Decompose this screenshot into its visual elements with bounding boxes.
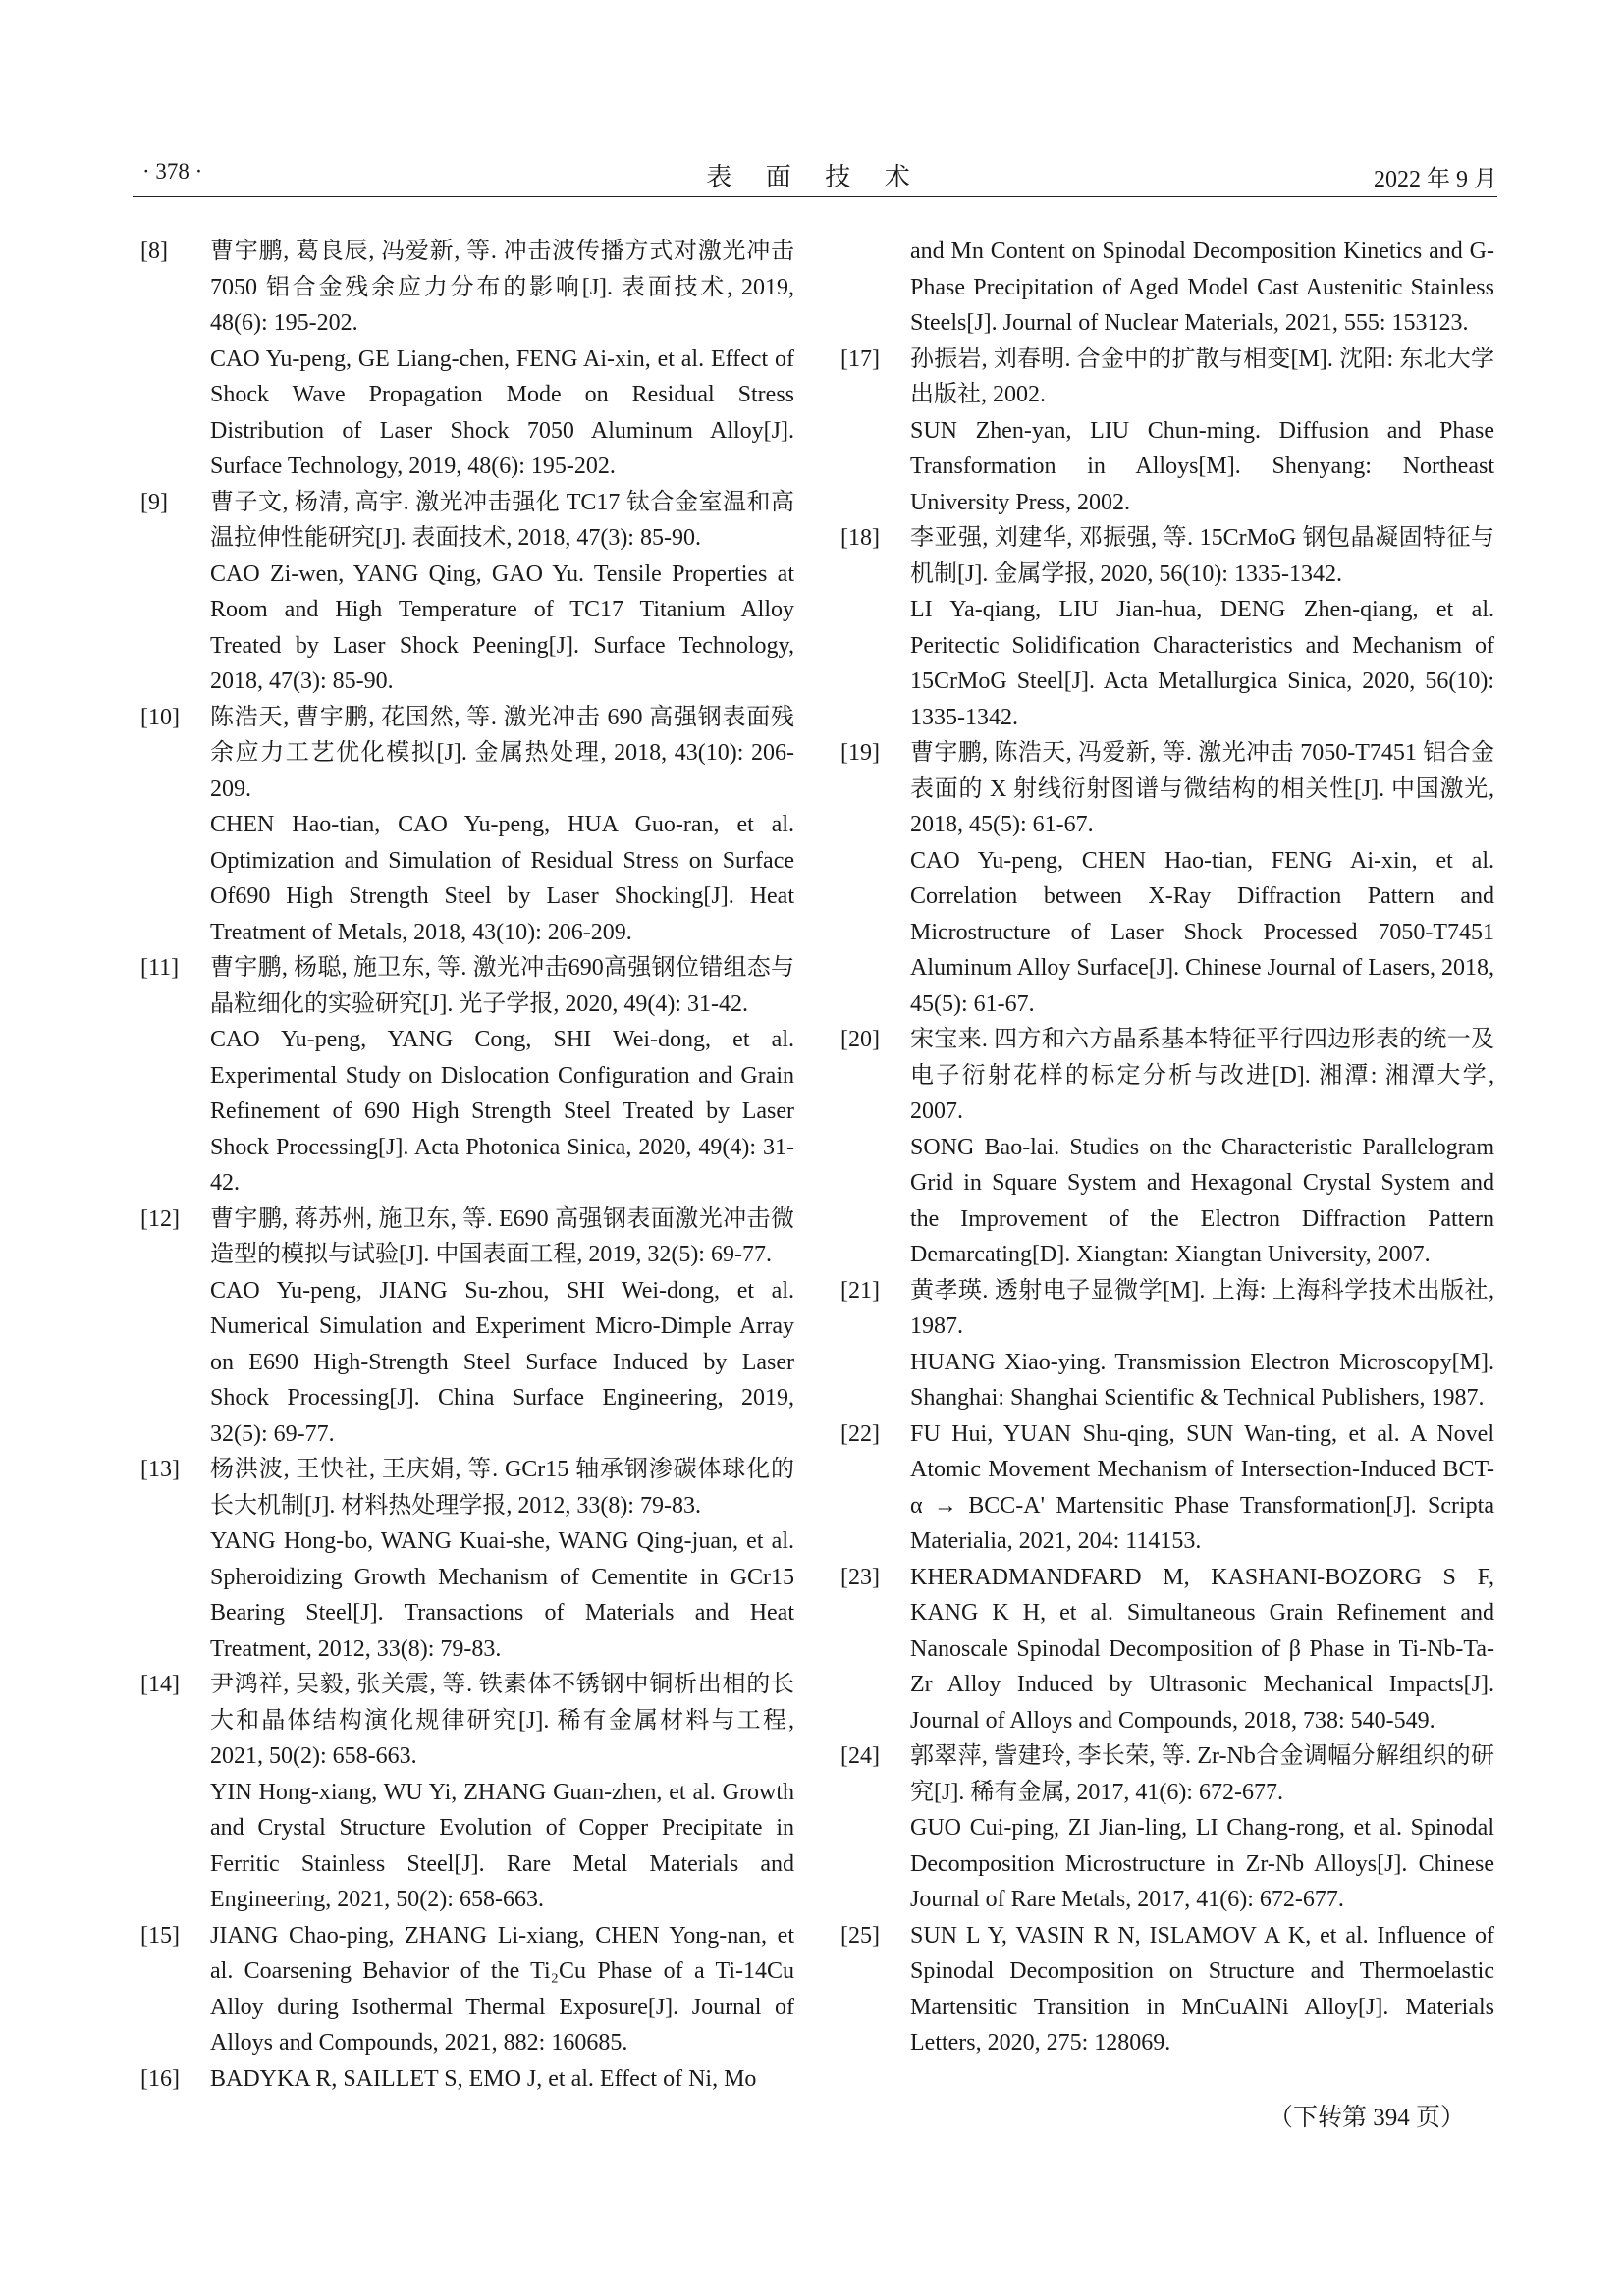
reference-number: [23]	[840, 1564, 880, 1590]
reference-item	[840, 1022, 1494, 1273]
reference-text-chinese: 曹宇鹏, 杨聪, 施卫东, 等. 激光冲击690高强钢位错组态与晶粒细化的实验研究[J]. 光子学报, 2020, 49(4): 31-42.	[210, 955, 794, 1017]
reference-number: [12]	[140, 1205, 180, 1232]
reference-text-chinese: 曹宇鹏, 蒋苏州, 施卫东, 等. E690 高强钢表面激光冲击微造型的模拟与试验[J]. 中国表面工程, 2019, 32(5): 69-77.	[210, 1205, 794, 1267]
reference-text-chinese: 曹宇鹏, 葛良辰, 冯爱新, 等. 冲击波传播方式对激光冲击 7050 铝合金残余应力分布的影响[J]. 表面技术, 2019, 48(6): 195-202.	[210, 239, 794, 336]
reference-number: [9]	[140, 489, 168, 515]
right-column-references	[840, 342, 1494, 2061]
page-header	[133, 155, 1497, 194]
reference-item	[140, 700, 794, 951]
reference-text-english: FU Hui, YUAN Shu-qing, SUN Wan-ting, et al. A Novel Atomic Movement Mechanism of Intersection-Induced BCT-α → BCC-A' Martensitic Phase Transformation[J]. Scripta Materialia, 2021, 204: 114153.	[910, 1420, 1494, 1554]
reference-text-chinese: 黄孝瑛. 透射电子显微学[M]. 上海: 上海科学技术出版社, 1987.	[910, 1277, 1494, 1339]
reference-item	[840, 1273, 1494, 1416]
reference-item	[140, 1667, 794, 1918]
reference-text-english: YANG Hong-bo, WANG Kuai-she, WANG Qing-juan, et al. Spheroidizing Growth Mechanism of Cementite in GCr15 Bearing Steel[J]. Transactions of Materials and Heat Treatment, 2012, 33(8): 79-83.	[210, 1528, 794, 1662]
reference-text-english: SUN Zhen-yan, LIU Chun-ming. Diffusion and Phase Transformation in Alloys[M]. Shenyang: Northeast University Press, 2002.	[910, 417, 1494, 515]
reference-text-english: CAO Yu-peng, CHEN Hao-tian, FENG Ai-xin, et al. Correlation between X-Ray Diffraction Pattern and Microstructure of Laser Shock Processed 7050-T7451 Aluminum Alloy Surface[J]. Chinese Journal of Lasers, 2018, 45(5): 61-67.	[910, 847, 1494, 1017]
reference-number: [20]	[840, 1027, 880, 1052]
right-column	[840, 234, 1494, 2061]
reference-text-english: CAO Yu-peng, JIANG Su-zhou, SHI Wei-dong, et al. Numerical Simulation and Experiment Micro-Dimple Array on E690 High-Strength Steel Surface Induced by Laser Shock Processing[J]. China Surface Engineering, 2019, 32(5): 69-77.	[210, 1277, 794, 1447]
reference-text-english: HUANG Xiao-ying. Transmission Electron Microscopy[M]. Shanghai: Shanghai Scientific & Technical Publishers, 1987.	[910, 1349, 1494, 1411]
reference-number: [17]	[840, 346, 880, 372]
reference-text-english: SONG Bao-lai. Studies on the Characteristic Parallelogram Grid in Square System and Hexagonal Crystal System and the Improvement of the Electron Diffraction Pattern Demarcating[D]. Xiangtan: Xiangtan University, 2007.	[910, 1134, 1494, 1267]
reference-item	[840, 342, 1494, 521]
reference-number: [8]	[140, 239, 168, 264]
header-rule	[133, 196, 1497, 197]
reference-text-chinese: 宋宝来. 四方和六方晶系基本特征平行四边形表的统一及电子衍射花样的标定分析与改进[D]. 湘潭: 湘潭大学, 2007.	[910, 1027, 1494, 1124]
reference-continuation: and Mn Content on Spinodal Decomposition Kinetics and G-Phase Precipitation of Aged Model Cast Austenitic Stainless Steels[J]. Journal of Nuclear Materials, 2021, 555: 153123.	[910, 239, 1494, 336]
reference-item	[140, 2061, 794, 2098]
reference-item	[140, 1452, 794, 1667]
reference-number: [10]	[140, 704, 180, 730]
reference-number: [11]	[140, 955, 180, 981]
reference-item	[840, 735, 1494, 1022]
reference-text-english: CAO Yu-peng, GE Liang-chen, FENG Ai-xin, et al. Effect of Shock Wave Propagation Mode on Residual Stress Distribution of Laser Shock 7050 Aluminum Alloy[J]. Surface Technology, 2019, 48(6): 195-202.	[210, 346, 794, 479]
reference-text-chinese: 曹子文, 杨清, 高宇. 激光冲击强化 TC17 钛合金室温和高温拉伸性能研究[J]. 表面技术, 2018, 47(3): 85-90.	[210, 489, 794, 551]
reference-text-chinese: 杨洪波, 王快社, 王庆娟, 等. GCr15 轴承钢渗碳体球化的长大机制[J]. 材料热处理学报, 2012, 33(8): 79-83.	[210, 1457, 794, 1519]
reference-item	[140, 1918, 794, 2061]
reference-item	[840, 1416, 1494, 1560]
reference-item	[140, 485, 794, 700]
reference-text-english: SUN L Y, VASIN R N, ISLAMOV A K, et al. Influence of Spinodal Decomposition on Structure and Thermoelastic Martensitic Transition in MnCuAlNi Alloy[J]. Materials Letters, 2020, 275: 128069.	[910, 1922, 1494, 2056]
reference-number: [15]	[140, 1922, 180, 1949]
reference-item	[840, 1738, 1494, 1918]
reference-number: [24]	[840, 1743, 880, 1769]
reference-text-english: JIANG Chao-ping, ZHANG Li-xiang, CHEN Yong-nan, et al. Coarsening Behavior of the Ti₂Cu Phase of a Ti-14Cu Alloy during Isothermal Thermal Exposure[J]. Journal of Alloys and Compounds, 2021, 882: 160685.	[210, 1922, 794, 2056]
continued-note: （下转第 394 页）	[1269, 2105, 1466, 2131]
reference-item	[840, 1560, 1494, 1739]
reference-text-english: LI Ya-qiang, LIU Jian-hua, DENG Zhen-qiang, et al. Peritectic Solidification Characteristics and Mechanism of 15CrMoG Steel[J]. Acta Metallurgica Sinica, 2020, 56(10): 1335-1342.	[910, 597, 1494, 730]
reference-text-english: CAO Yu-peng, YANG Cong, SHI Wei-dong, et al. Experimental Study on Dislocation Configuration and Grain Refinement of 690 High Strength Steel Treated by Laser Shock Processing[J]. Acta Photonica Sinica, 2020, 49(4): 31-42.	[210, 1027, 794, 1196]
reference-text-english: YIN Hong-xiang, WU Yi, ZHANG Guan-zhen, et al. Growth and Crystal Structure Evolution of Copper Precipitate in Ferritic Stainless Steel[J]. Rare Metal Materials and Engineering, 2021, 50(2): 658-663.	[210, 1779, 794, 1912]
reference-text-chinese: 尹鸿祥, 吴毅, 张关震, 等. 铁素体不锈钢中铜析出相的长大和晶体结构演化规律研究[J]. 稀有金属材料与工程, 2021, 50(2): 658-663.	[210, 1672, 794, 1769]
reference-number: [21]	[840, 1277, 880, 1304]
reference-number: [18]	[840, 525, 880, 551]
journal-title: 表 面 技 术	[706, 163, 924, 191]
reference-number: [14]	[140, 1672, 180, 1697]
reference-number: [13]	[140, 1457, 180, 1482]
reference-item	[840, 520, 1494, 735]
reference-text-english: CHEN Hao-tian, CAO Yu-peng, HUA Guo-ran, et al. Optimization and Simulation of Residual Stress on Surface Of690 High Strength Steel by Laser Shocking[J]. Heat Treatment of Metals, 2018, 43(10): 206-209.	[210, 812, 794, 945]
reference-item	[140, 1201, 794, 1453]
left-column	[140, 234, 794, 2097]
reference-text-chinese: 孙振岩, 刘春明. 合金中的扩散与相变[M]. 沈阳: 东北大学出版社, 2002.	[910, 346, 1494, 407]
reference-item	[140, 950, 794, 1201]
reference-text-chinese: 李亚强, 刘建华, 邓振强, 等. 15CrMoG 钢包晶凝固特征与机制[J]. 金属学报, 2020, 56(10): 1335-1342.	[910, 525, 1494, 587]
reference-number: [22]	[840, 1420, 880, 1447]
reference-number: [25]	[840, 1922, 880, 1949]
issue-date: 2022 年 9 月	[1374, 167, 1497, 192]
reference-number: [19]	[840, 740, 880, 766]
reference-text-chinese: 陈浩天, 曹宇鹏, 花国然, 等. 激光冲击 690 高强钢表面残余应力工艺优化模拟[J]. 金属热处理, 2018, 43(10): 206-209.	[210, 704, 794, 802]
reference-text-chinese: 曹宇鹏, 陈浩天, 冯爱新, 等. 激光冲击 7050-T7451 铝合金表面的 X 射线衍射图谱与微结构的相关性[J]. 中国激光, 2018, 45(5): 61-67.	[910, 740, 1494, 837]
reference-item	[140, 234, 794, 485]
reference-text-english: BADYKA R, SAILLET S, EMO J, et al. Effect of Ni, Mo	[210, 2065, 757, 2092]
page-number: · 378 ·	[142, 159, 203, 184]
reference-text-english: CAO Zi-wen, YANG Qing, GAO Yu. Tensile Properties at Room and High Temperature of TC17 Titanium Alloy Treated by Laser Shock Peening[J]. Surface Technology, 2018, 47(3): 85-90.	[210, 561, 794, 694]
reference-number: [16]	[140, 2065, 180, 2092]
reference-text-english: KHERADMANDFARD M, KASHANI-BOZORG S F, KANG K H, et al. Simultaneous Grain Refinement and Nanoscale Spinodal Decomposition of β Phase in Ti-Nb-Ta-Zr Alloy Induced by Ultrasonic Mechanical Impacts[J]. Journal of Alloys and Compounds, 2018, 738: 540-549.	[910, 1564, 1494, 1734]
reference-text-chinese: 郭翠萍, 訾建玲, 李长荣, 等. Zr-Nb合金调幅分解组织的研究[J]. 稀有金属, 2017, 41(6): 672-677.	[910, 1743, 1494, 1805]
reference-text-english: GUO Cui-ping, ZI Jian-ling, LI Chang-rong, et al. Spinodal Decomposition Microstructure in Zr-Nb Alloys[J]. Chinese Journal of Rare Metals, 2017, 41(6): 672-677.	[910, 1815, 1494, 1912]
reference-item	[840, 1918, 1494, 2061]
